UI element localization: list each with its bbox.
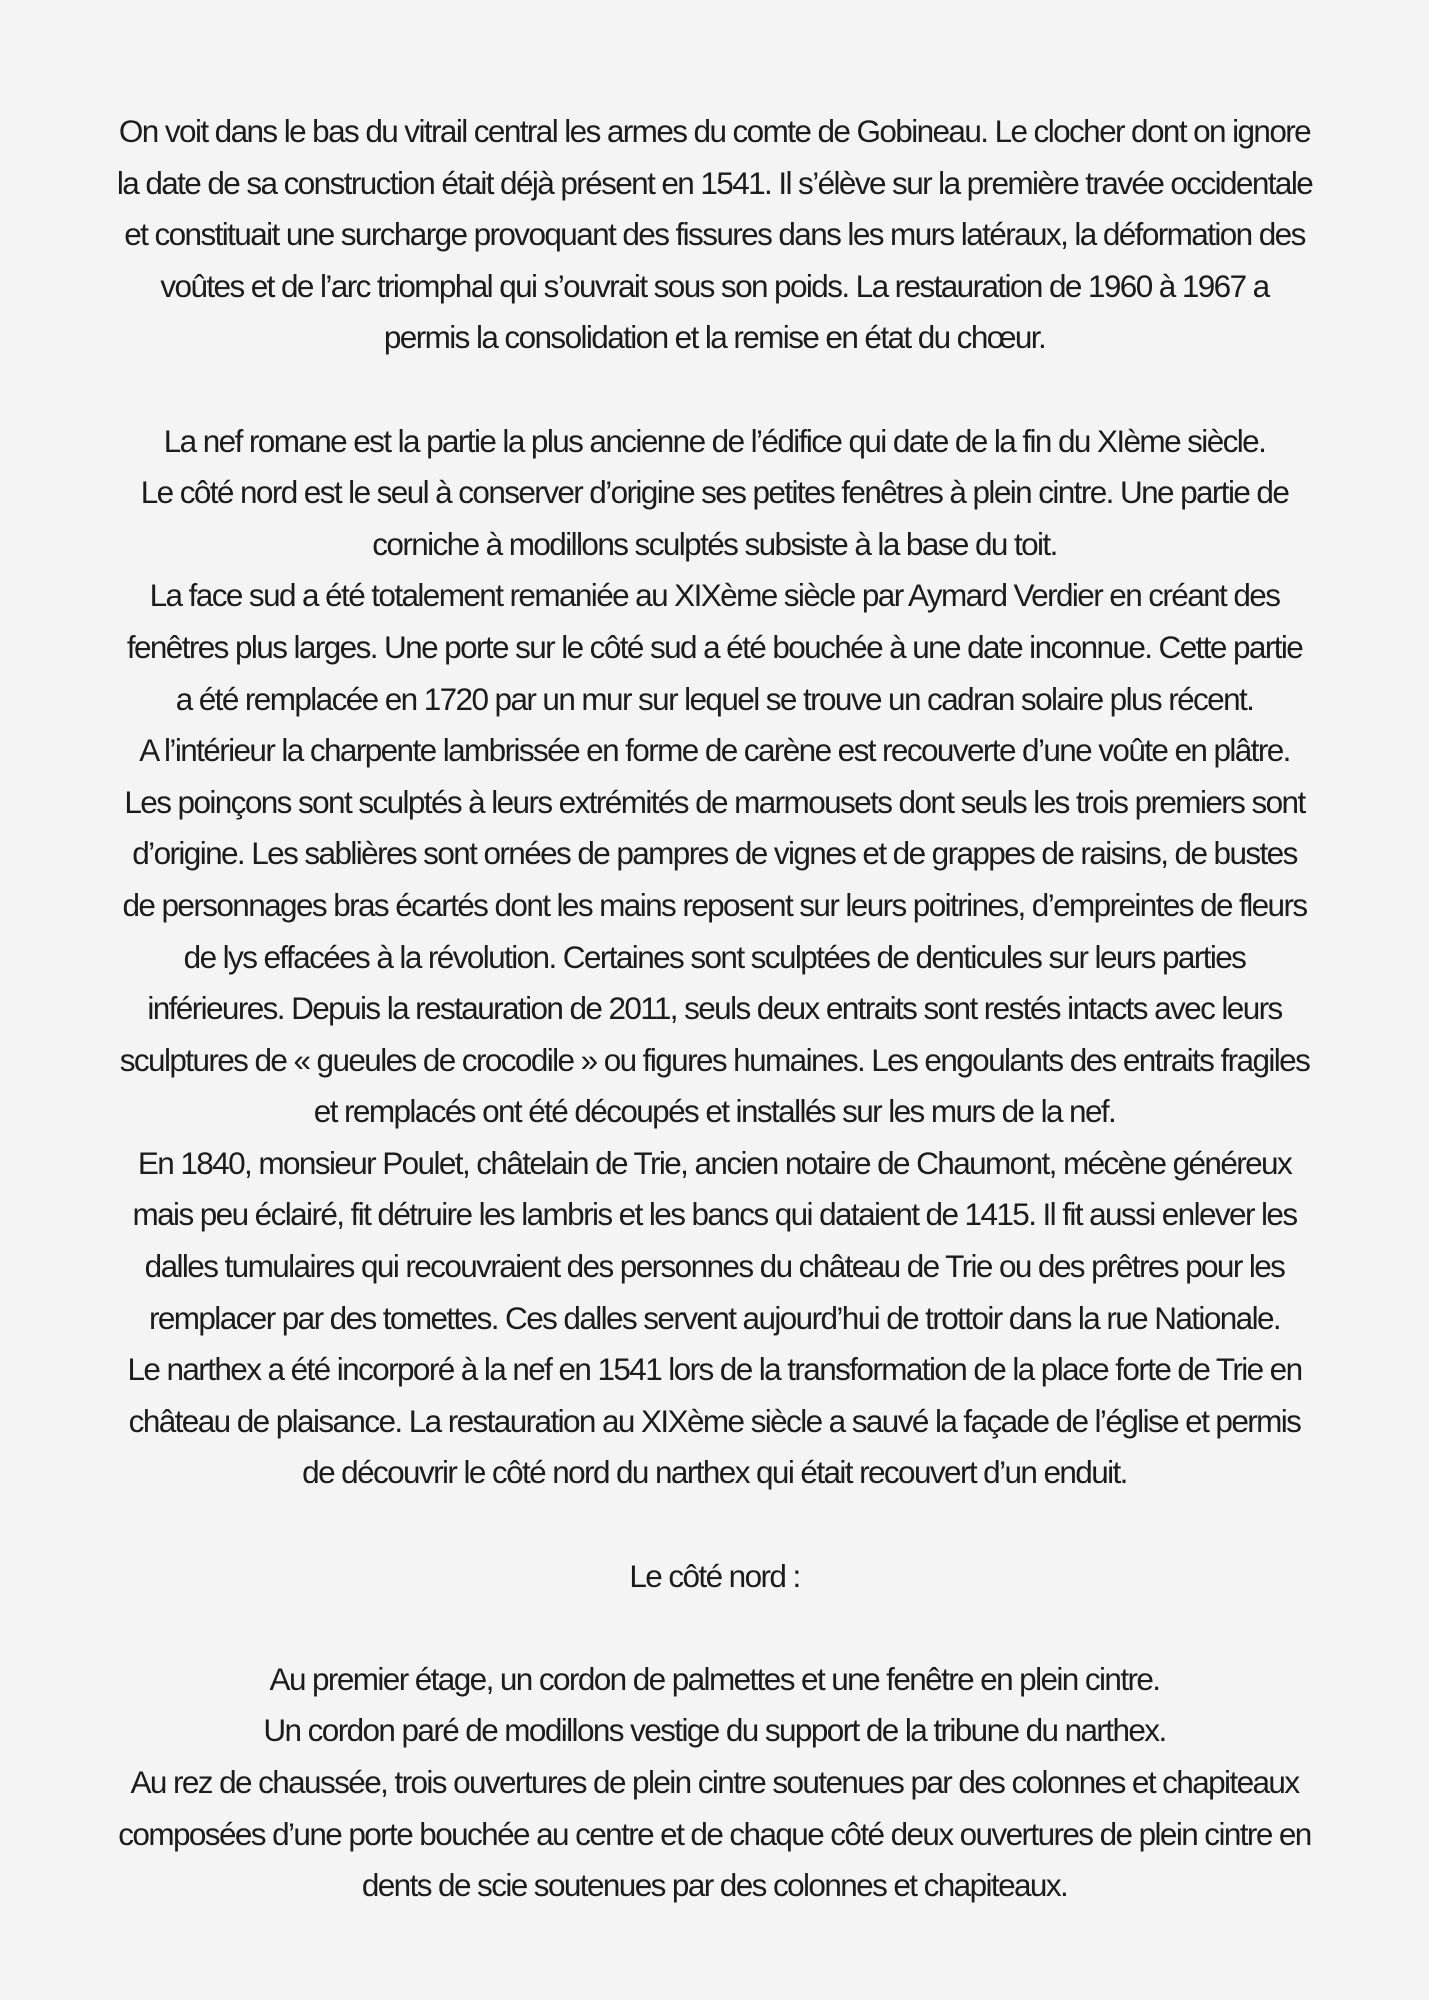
north-side-paragraph [34, 1654, 1395, 1912]
text-line: La nef romane est la partie la plus ancienne de l’édifice qui date de la fin du XIème siècle. [163, 422, 1266, 459]
text-line: Le côté nord est le seul à conserver d’origine ses petites fenêtres à plein cintre. Une partie de [140, 474, 1289, 511]
text-line: inférieures. Depuis la restauration de 2011, seuls deux entraits sont restés intacts avec leurs [147, 990, 1282, 1027]
text-line: fenêtres plus larges. Une porte sur le côté sud a été bouchée à une date inconnue. Cette partie [126, 628, 1303, 665]
text-line: dalles tumulaires qui recouvraient des personnes du château de Trie ou des prêtres pour les [144, 1248, 1285, 1285]
text-line: corniche à modillons sculptés subsiste à la base du toit. [372, 525, 1057, 562]
text-line: On voit dans le bas du vitrail central les armes du comte de Gobineau. Le clocher dont on ignore [118, 113, 1311, 149]
text-line: château de plaisance. La restauration au XIXème siècle a sauvé la façade de l’église et permis [128, 1402, 1301, 1439]
text-line: composées d’une porte bouchée au centre et de chaque côté deux ouvertures de plein cintre en [118, 1815, 1311, 1852]
text-line: Au premier étage, un cordon de palmettes et une fenêtre en plein cintre. [269, 1660, 1160, 1697]
text-line: A l’intérieur la charpente lambrissée en forme de carène est recouverte d’une voûte en plâtre. [139, 732, 1290, 769]
text-line: a été remplacée en 1720 par un mur sur lequel se trouve un cadran solaire plus récent. [175, 680, 1254, 717]
text-line: En 1840, monsieur Poulet, châtelain de Trie, ancien notaire de Chaumont, mécène généreux [137, 1144, 1292, 1181]
text-line: permis la consolidation et la remise en état du chœur. [383, 319, 1046, 356]
text-line: sculptures de « gueules de crocodile » ou figures humaines. Les engoulants des entraits fragiles [119, 1041, 1310, 1078]
text-line: et remplacés ont été découpés et installés sur les murs de la nef. [313, 1093, 1116, 1130]
text-line: voûtes et de l’arc triomphal qui s’ouvrait sous son poids. La restauration de 1960 à 1967 a [160, 267, 1269, 304]
text-line: La face sud a été totalement remaniée au XIXème siècle par Aymard Verdier en créant des [149, 577, 1280, 614]
intro-paragraph [34, 106, 1395, 364]
text-line: la date de sa construction était déjà présent en 1541. Il s’élève sur la première travée occidentale [116, 164, 1313, 201]
text-line: remplacer par des tomettes. Ces dalles servent aujourd’hui de trottoir dans la rue Nationale. [148, 1299, 1281, 1336]
paragraph-spacer [34, 1499, 1395, 1551]
north-side-heading: Le côté nord : [629, 1557, 800, 1594]
text-line: Les poinçons sont sculptés à leurs extrémités de marmousets dont seuls les trois premiers sont [124, 783, 1305, 820]
text-line: Un cordon paré de modillons vestige du support de la tribune du narthex. [263, 1712, 1166, 1749]
text-line: d’origine. Les sablières sont ornées de pampres de vignes et de grappes de raisins, de bustes [132, 835, 1297, 872]
text-line: Au rez de chaussée, trois ouvertures de plein cintre soutenues par des colonnes et chapiteaux [130, 1764, 1299, 1800]
text-line: et constituait une surcharge provoquant des fissures dans les murs latéraux, la déformation des [124, 216, 1305, 253]
text-line: de lys effacées à la révolution. Certaines sont sculptées de denticules sur leurs parties [183, 938, 1246, 975]
text-line: de personnages bras écartés dont les mains reposent sur leurs poitrines, d’empreintes de fleurs [122, 886, 1307, 923]
text-line: de découvrir le côté nord du narthex qui était recouvert d’un enduit. [302, 1454, 1127, 1491]
text-line: mais peu éclairé, fit détruire les lambris et les bancs qui dataient de 1415. Il fit aussi enlever les [132, 1196, 1297, 1233]
text-line: dents de scie soutenues par des colonnes et chapiteaux. [361, 1867, 1068, 1904]
paragraph-spacer [34, 1602, 1395, 1654]
text-line: Le narthex a été incorporé à la nef en 1541 lors de la transformation de la place forte de Trie en [127, 1351, 1302, 1388]
paragraph-spacer [34, 364, 1395, 416]
nave-paragraph [34, 416, 1395, 1499]
